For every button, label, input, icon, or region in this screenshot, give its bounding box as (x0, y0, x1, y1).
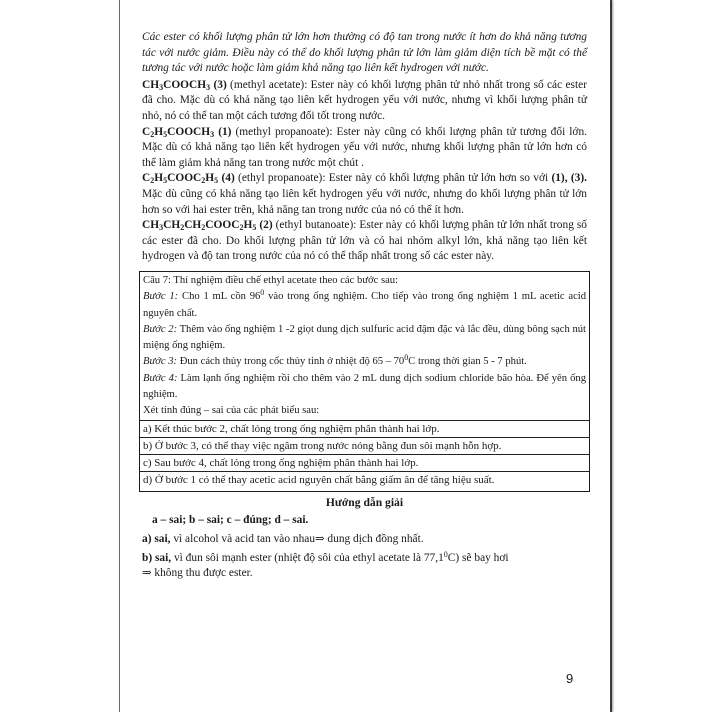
formula-ethyl-propanoate: $C_2H_5COOC_2H_5$ (4) (142, 172, 235, 186)
page-number: 9 (566, 671, 574, 686)
question-title: Câu 7: Thí nghiệm điều chế ethyl acetate theo các bước sau: (143, 274, 399, 286)
solution-heading: Hướng dẫn giải (325, 495, 404, 509)
step-2: Bước 2: Thêm vào ống nghiệm 1 -2 giọt dung dịch sulfuric acid đậm đặc và lắc đều, dùng bông sạch nút miệng ống nghiệm. (143, 323, 587, 352)
statement-c: c) Sau bước 4, chất lỏng trong ống nghiệm phân thành hai lớp. (140, 454, 589, 471)
implies-arrow-icon: ⇒ (315, 532, 325, 545)
statement-a: a) Kết thúc bước 2, chất lỏng trong ống nghiệm phân thành hai lớp. (140, 420, 589, 437)
intro-paragraph: Các ester có khối lượng phân tử lớn hơn thường có độ tan trong nước ít hơn do khả năng tương tác với nước giảm. Điều này có thể do khối lượng phân tử lớn làm giảm diện tích bề mặt có thể tương tác với nước hoặc làm giảm khả năng tạo liên kết hydrogen với nước. (142, 31, 587, 75)
ester-ethyl-propanoate: $C_2H_5COOC_2H_5$ (4) (ethyl propanoate): Ester này có khối lượng phân tử lớn hơn so với (1), (3). Mặc dù cũng có khả năng tạo liên kết hydrogen yếu với nước, nhưng do khối lượng phân tử lớn hơn so với hai ester trên, khả năng tan trong nước của nó có thể ít hơn. (142, 172, 587, 216)
page-content (142, 30, 587, 582)
step-3: Bước 3: Đun cách thủy trong cốc thủy tinh ở nhiệt độ $65 - 70^0C$ trong thời gian 5 - 7 phút. (143, 353, 527, 368)
formula-methyl-propanoate: $C_2H_5COOCH_3$ (1) (142, 125, 232, 139)
solution-a: a) sai, vì alcohol và acid tan vào nhau⇒ dung dịch đồng nhất. (142, 532, 424, 545)
implies-arrow-icon: ⇒ (142, 567, 152, 580)
formula-methyl-acetate: $CH_3COOCH_3$ (3) (142, 78, 227, 92)
question-box (139, 271, 590, 492)
step-4: Bước 4: Làm lạnh ống nghiệm rồi cho thêm vào 2 mL dung dịch sodium chloride bão hòa. Để yên ống nghiệm. (143, 372, 586, 400)
answer-key: a – sai; b – sai; c – đúng; d – sai. (152, 514, 309, 527)
question-prompt: Xét tính đúng – sai của các phát biểu sau: (143, 405, 320, 417)
ester-methyl-propanoate: $C_2H_5COOCH_3$ (1) (methyl propanoate): Ester này cũng có khối lượng phân tử tương đối lớn. Mặc dù có khả năng tạo liên kết hydrogen yếu với nước, nhưng khối lượng phân tử lớn hơn có thể làm giảm khả năng tan trong nước một chút . (142, 125, 587, 169)
step-1: Bước 1: Cho 1 mL cồn $96^0$ vào trong ống nghiệm. Cho tiếp vào trong ống nghiệm 1 mL acetic acid nguyên chất. (143, 288, 587, 319)
formula-ethyl-butanoate: $CH_3CH_2CH_2COOC_2H_5$ (2) (142, 219, 273, 233)
statement-b: b) Ở bước 3, có thể thay việc ngâm trong nước nóng bằng đun sôi mạnh hỗn hợp. (140, 437, 589, 454)
ester-methyl-acetate: $CH_3COOCH_3$ (3) (methyl acetate): Ester này có khối lượng phân tử nhỏ nhất trong số các ester đã cho. Mặc dù có khả năng tạo liên kết hydrogen yếu với nước, nhưng vì khối lượng phân tử nhỏ, nó có thể tan một cách tương đối tốt trong nước. (142, 78, 587, 122)
solution-b: b) sai, vì đun sôi mạnh ester (nhiệt độ sôi của ethyl acetate là 77,1$^0$C) sẽ bay hơi ⇒ không thu được ester. (142, 549, 509, 580)
statement-d: d) Ở bước 1 có thể thay acetic acid nguyên chất bằng giấm ăn để tăng hiệu suất. (140, 471, 589, 488)
ester-ethyl-butanoate: $CH_3CH_2CH_2COOC_2H_5$ (2) (ethyl butanoate): Ester này có khối lượng phân tử lớn nhất trong số các ester đã cho. Do khối lượng phân tử lớn và có hai nhóm alkyl lớn, khả năng tạo liên kết hydrogen và độ tan trong nước của nó có thể thấp nhất trong số các ester này. (142, 219, 588, 263)
